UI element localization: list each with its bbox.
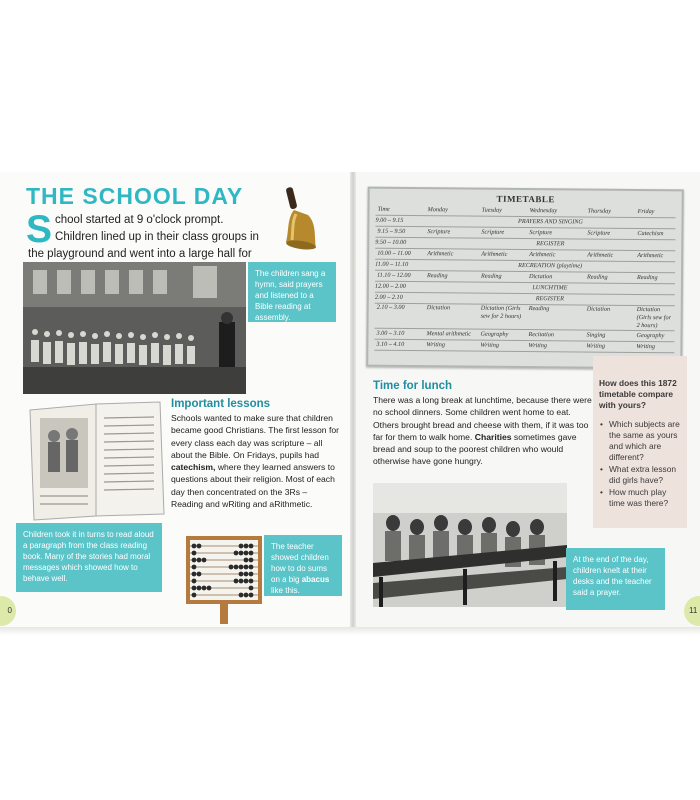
important-lessons-heading: Important lessons [171, 398, 271, 410]
timetable-lesson-cell: Writing [426, 341, 446, 349]
timetable-lesson-cell: Arithmetic [637, 251, 664, 260]
timetable-activity-cell: PRAYERS AND SINGING [518, 217, 583, 226]
question-box [593, 356, 687, 528]
timetable-activity-cell: LUNCHTIME [532, 284, 568, 292]
timetable-lesson-cell: Arithmetic [427, 250, 454, 258]
reading-book-caption: Children took it in turns to read aloud a paragraph from the class reading book. Many of the stories had moral messages which showed how to behave well. [16, 523, 162, 592]
timetable-time-cell: 3.10 – 4.10 [376, 340, 405, 348]
assembly-photo [23, 262, 246, 394]
page-number-right: 11 [684, 596, 700, 626]
timetable-lesson-cell: Reading [586, 273, 608, 281]
timetable-lesson-cell: Dictation [426, 304, 451, 312]
charities-term: Charities [474, 431, 512, 442]
timetable-activity-cell: REGISTER [536, 240, 565, 248]
timetable-lesson-cell: Writing [636, 342, 656, 351]
timetable-time-cell: 9.00 – 9.15 [375, 216, 404, 224]
timetable-lesson-cell: Geography [480, 330, 509, 338]
question-item: • What extra lesson did girls have? [599, 464, 681, 486]
timetable-time-cell: 3.00 – 3.10 [376, 329, 405, 337]
timetable-lesson-cell: Mental arithmetic [426, 330, 472, 338]
timetable-lesson-cell: Geography [636, 331, 665, 340]
timetable-lesson-cell: Dictation (Girls sew for 2 hours) [480, 304, 522, 320]
timetable-time-cell: 11.00 – 11.10 [375, 260, 409, 268]
lessons-text-part2: where they learned answers to questions about their religion. Most of each day then concentrated on the 3Rs – Reading and wRiting and aRithmetic. [171, 462, 335, 510]
timetable-time-cell: 12.00 – 2.00 [374, 282, 406, 290]
time-for-lunch-heading: Time for lunch [373, 380, 453, 392]
timetable-lesson-cell: Writing [586, 342, 606, 350]
timetable-lesson-cell: Arithmetic [529, 251, 556, 259]
timetable-time-cell: 9.15 – 9.50 [377, 227, 406, 235]
abacus-image [186, 536, 262, 624]
catechism-term: catechism, [171, 462, 216, 473]
timetable-activity-cell: RECREATION (playtime) [518, 261, 583, 270]
question-item: • How much play time was there? [599, 487, 681, 509]
timetable-lesson-cell: Reading [480, 272, 502, 280]
timetable-lesson-cell: Scripture [529, 229, 553, 237]
timetable-lesson-cell: Dictation [528, 273, 553, 281]
timetable-lesson-cell: Reading [636, 273, 658, 282]
timetable-lesson-cell: Arithmetic [481, 250, 508, 258]
prayer-caption: At the end of the day, children knelt at their desks and the teacher said a prayer. [566, 548, 665, 610]
abacus-term: abacus [301, 575, 330, 584]
timetable-time-cell: 11.10 – 12.00 [376, 271, 411, 280]
question-title: How does this 1872 timetable compare with yours? [599, 378, 677, 410]
timetable-activity-cell: REGISTER [535, 295, 564, 303]
abacus-caption-text2: like this. [271, 586, 300, 595]
timetable-time-cell: 2.00 – 2.10 [374, 293, 403, 301]
timetable-lesson-cell: Scripture [587, 229, 611, 237]
timetable-header-cell: Wednesday [529, 207, 558, 215]
timetable-lesson-cell: Singing [586, 331, 606, 339]
timetable-time-cell: 10.00 – 11.00 [377, 249, 411, 258]
timetable-header-cell: Friday [637, 207, 655, 216]
page-bottom-edge [0, 627, 700, 635]
timetable-lesson-cell: Dictation (Girls sew for 2 hours) [636, 305, 672, 330]
timetable-header-cell: Monday [427, 206, 448, 214]
timetable-lesson-cell: Reading [528, 305, 550, 313]
timetable-lesson-cell: Catechism [637, 229, 664, 238]
timetable-card [366, 187, 684, 370]
lessons-text-part1: Schools wanted to make sure that children became good Christians. The first lesson for every class each day was scripture – all about the Bible. On Fridays, pupils had [171, 413, 339, 460]
timetable-grid [374, 205, 675, 354]
school-bell-icon [284, 184, 330, 254]
abacus-caption-text1: The teacher showed children how to do sums on a big [271, 542, 329, 584]
timetable-row [375, 304, 675, 332]
timetable-lesson-cell: Scripture [481, 228, 505, 236]
timetable-title: TIMETABLE [496, 193, 555, 205]
timetable-lesson-cell: Writing [528, 342, 548, 350]
timetable-time-cell: 9.50 – 10.00 [375, 238, 407, 246]
timetable-lesson-cell: Scripture [427, 228, 451, 236]
lunch-text-part2: sometimes gave bread and soup to the poorest children who would otherwise have gone hungry. [373, 431, 577, 467]
timetable-lesson-cell: Arithmetic [587, 251, 614, 259]
page-number-left: 0 [0, 596, 16, 626]
timetable-row [374, 340, 674, 354]
classroom-prayer-photo [373, 483, 567, 607]
timetable-lesson-cell: Reading [426, 272, 448, 280]
intro-text: chool started at 9 o'clock prompt. Children lined up in their class groups in the playground and went into a large hall for [28, 214, 259, 260]
timetable-time-cell: 2.10 – 3.00 [376, 303, 405, 311]
timetable-lesson-cell: Writing [480, 341, 500, 349]
lessons-paragraph [171, 412, 339, 510]
intro-dropcap: S [26, 208, 53, 251]
reading-book-image [26, 398, 166, 522]
timetable-header-cell: Time [377, 205, 390, 213]
timetable-header-cell: Thursday [587, 207, 612, 215]
question-item: • Which subjects are the same as yours and which are different? [599, 419, 681, 463]
timetable-header-cell: Tuesday [481, 206, 502, 214]
book-gutter [350, 172, 356, 627]
abacus-caption [264, 535, 342, 596]
lunch-paragraph [373, 394, 593, 468]
timetable-lesson-cell: Dictation [586, 305, 611, 313]
page-title: THE SCHOOL DAY [26, 183, 244, 209]
question-list [599, 419, 681, 509]
assembly-caption: The children sang a hymn, said prayers and listened to a Bible reading at assembly. [248, 262, 336, 322]
lunch-text-part1: There was a long break at lunchtime, because there were no school dinners. Some children went home to eat. Others brought bread and cheese with them, if it was too far for them to walk home. [373, 395, 592, 442]
timetable-lesson-cell: Recitation [528, 331, 554, 339]
